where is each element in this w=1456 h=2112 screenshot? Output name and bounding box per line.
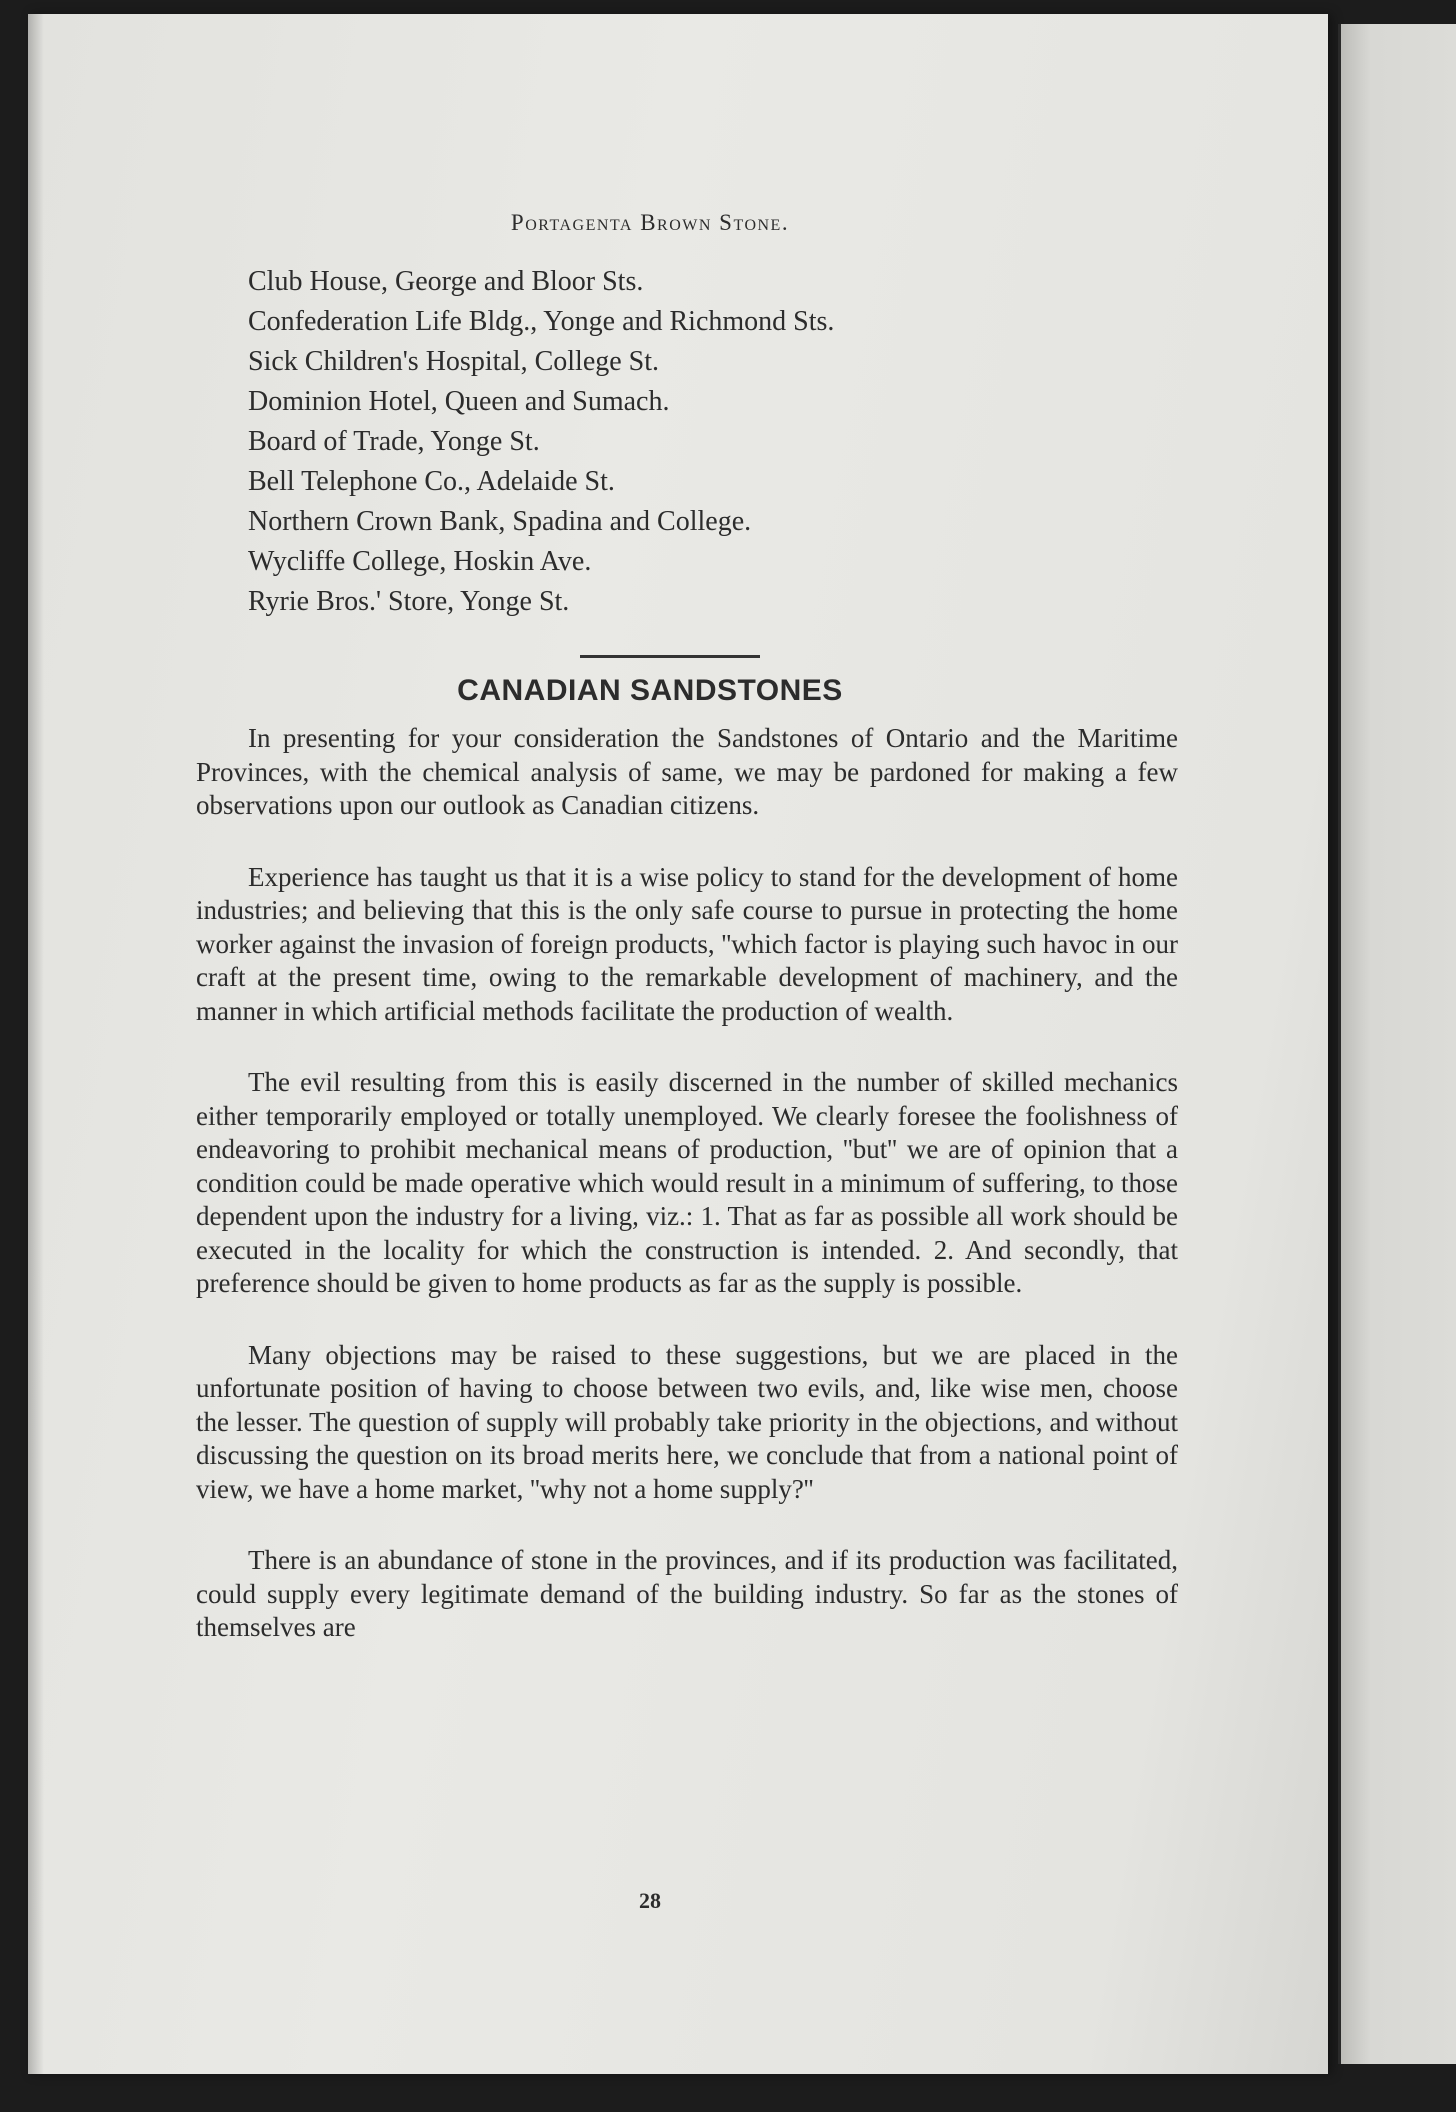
- list-item: Board of Trade, Yonge St.: [248, 426, 540, 457]
- list-item: Bell Telephone Co., Adelaide St.: [248, 466, 615, 497]
- paragraph: The evil resulting from this is easily discerned in the number of skilled mechanics either temporarily employed or totally unemployed. We clearly foresee the foolishness of endeavoring to prohibit mechanical means of production, ''but'' we are of opinion that a condition could be made operative which would result in a minimum of suffering, to those dependent upon the industry for a living, viz.: 1. That as far as possible all work should be executed in the locality for which the construction is intended. 2. And secondly, that preference should be given to home products as far as the supply is possible.: [196, 1067, 1178, 1298]
- paragraph: Experience has taught us that it is a wise policy to stand for the development of home industries; and believing that this is the only safe course to pursue in protecting the home worker against the invasion of foreign products, ''which factor is playing such havoc in our craft at the present time, owing to the remarkable development of machinery, and the manner in which artificial methods facilitate the production of wealth.: [196, 861, 1178, 1026]
- section-divider: [580, 655, 760, 658]
- paragraph: There is an abundance of stone in the provinces, and if its production was facilitated, could supply every legitimate demand of the building industry. So far as the stones of themselves are: [196, 1545, 1178, 1642]
- paragraph: Many objections may be raised to these suggestions, but we are placed in the unfortunate position of having to choose between two evils, and, like wise men, choose the lesser. The question of supply will probably take priority in the objections, and without discussing the question on its broad merits here, we conclude that from a national point of view, we have a home market, ''why not a home supply?'': [196, 1339, 1178, 1504]
- list-item: Ryrie Bros.' Store, Yonge St.: [248, 586, 570, 617]
- page-number: 28: [639, 1888, 661, 1913]
- adjacent-page-edge: [1338, 24, 1456, 2064]
- list-item: Dominion Hotel, Queen and Sumach.: [248, 386, 670, 417]
- building-list: [248, 262, 834, 622]
- list-item: Sick Children's Hospital, College St.: [248, 346, 660, 377]
- list-item: Club House, George and Bloor Sts.: [248, 266, 644, 297]
- list-item: Confederation Life Bldg., Yonge and Richmond Sts.: [248, 306, 835, 337]
- list-item: Northern Crown Bank, Spadina and College.: [248, 506, 752, 537]
- section-heading: CANADIAN SANDSTONES: [457, 674, 843, 707]
- paragraph: In presenting for your consideration the Sandstones of Ontario and the Maritime Provinces, with the chemical analysis of same, we may be pardoned for making a few observations upon our outlook as Canadian citizens.: [196, 723, 1178, 820]
- list-item: Wycliffe College, Hoskin Ave.: [248, 546, 592, 577]
- running-head: Portagenta Brown Stone.: [510, 210, 790, 235]
- body-text: [196, 722, 1178, 1683]
